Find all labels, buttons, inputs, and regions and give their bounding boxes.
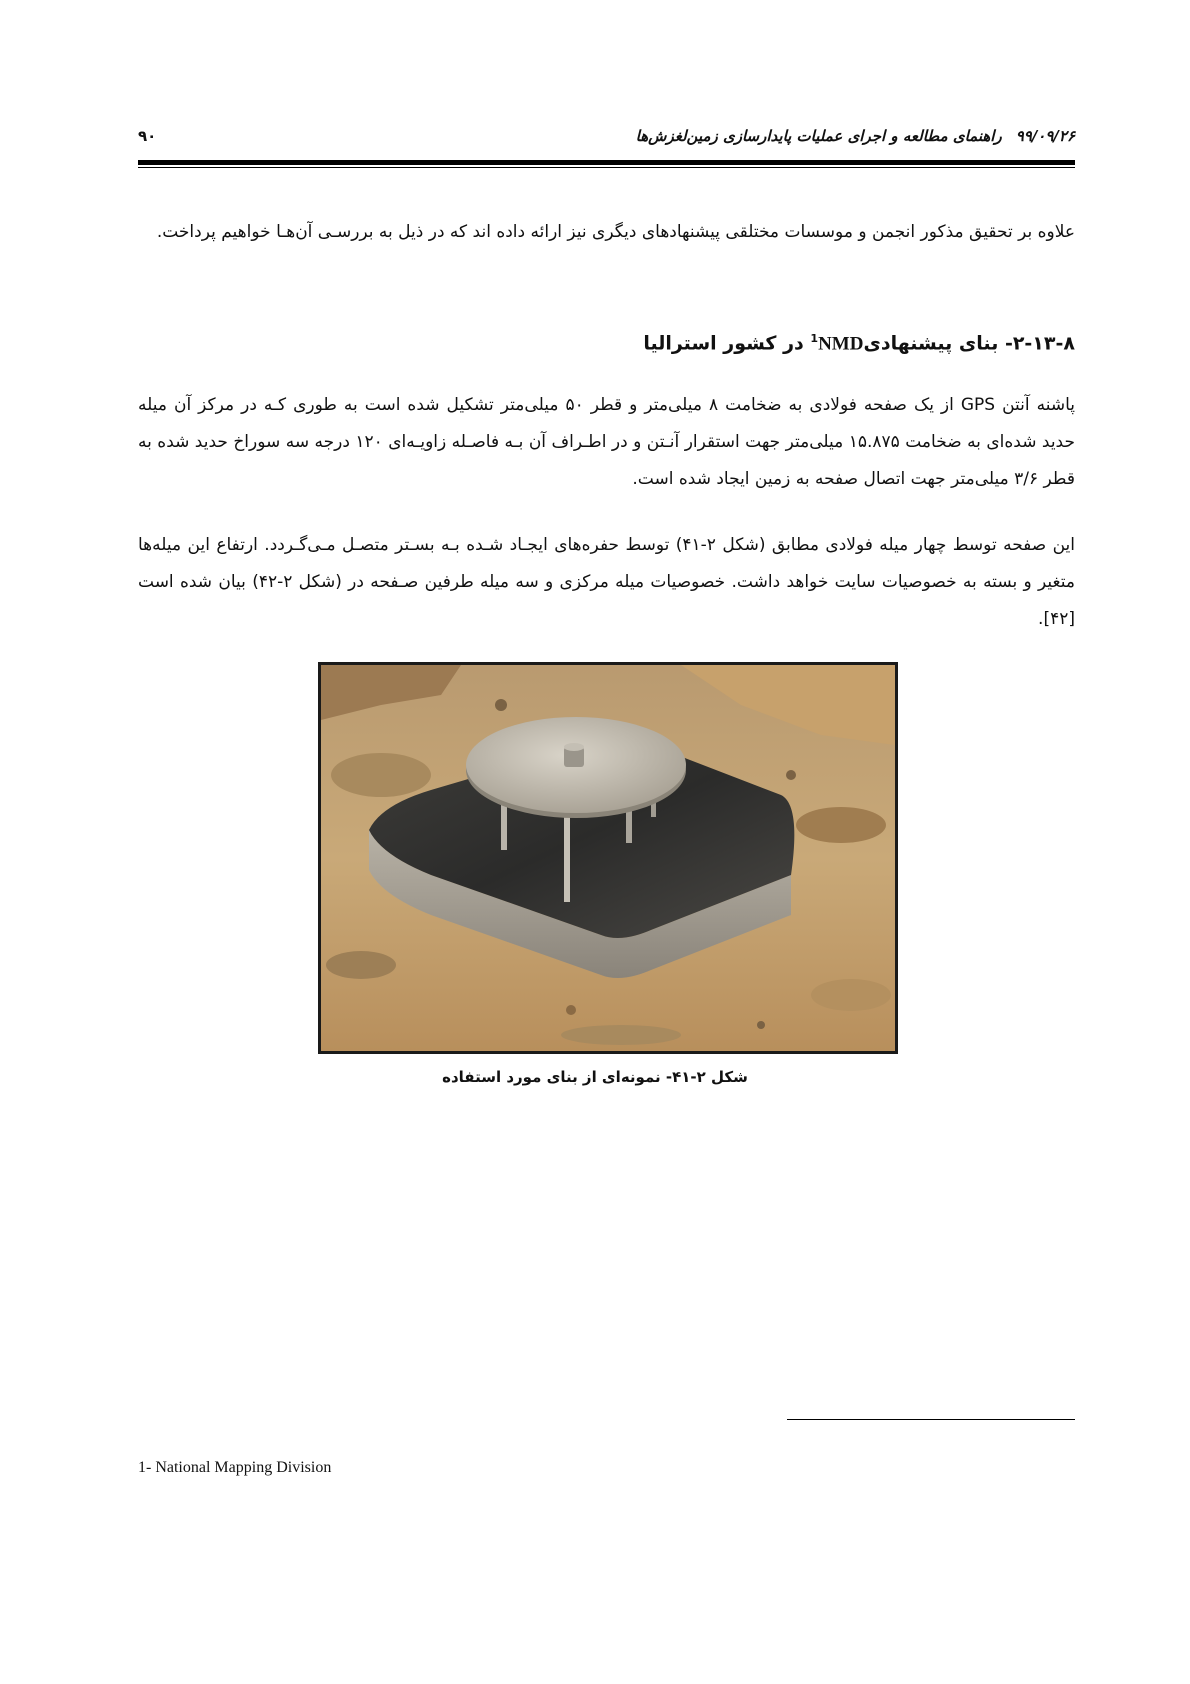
footnote: 1- National Mapping Division [138, 1459, 332, 1476]
footnote-mark: 1 [810, 332, 819, 345]
header-rule-thin [138, 167, 1075, 168]
header-date: ۹۹/۰۹/۲۶ [1015, 127, 1075, 145]
page-header [138, 127, 1075, 147]
header-title: راهنمای مطالعه و اجرای عملیات پایدارسازی زمین‌لغزش‌ها [635, 127, 1002, 145]
section-heading [643, 332, 1075, 355]
paragraph-steel-rods: این صفحه توسط چهار میله فولادی مطابق (شکل ۲-۴۱) توسط حفره‌های ایجـاد شـده بـه بسـتر متصـل مـی‌گـردد. ارتفاع این میله‌ها متغیر و بسته به خصوصیات سایت خواهد داشت. خصوصیات میله مرکزی و سه میله طرفین صـفحه در (شکل ۲-۴۲) بیان شده است [۴۲]. [138, 535, 1075, 629]
header-rule [138, 160, 1075, 165]
intro-paragraph: علاوه بر تحقیق مذکور انجمن و موسسات مختلقی پیشنهادهای دیگری نیز ارائه داده اند که در ذیل به بررسـی آن‌هـا خواهیم پرداخت. [156, 222, 1075, 242]
monument-photo [318, 662, 898, 1054]
paragraph-gps-antenna: پاشنه آنتن GPS از یک صفحه فولادی به ضخامت ۸ میلی‌متر و قطر ۵۰ میلی‌متر تشکیل شده است به طوری کـه در مرکز آن میله حدید شده‌ای به ضخامت ۱۵.۸۷۵ میلی‌متر جهت استقرار آنـتن و در اطـراف آن بـه فاصـله زاویـه‌ای ۱۲۰ درجه سه سوراخ حدید شده به قطر ۳/۶ میلی‌متر جهت اتصال صفحه به زمین ایجاد شده است. [138, 395, 1075, 489]
section-heading-acronym: NMD [818, 333, 864, 355]
footnote-divider [787, 1419, 1075, 1420]
figure-caption: شکل ۲-۴۱- نمونه‌ای از بنای مورد استفاده [442, 1068, 748, 1086]
page-number: ۹۰ [138, 127, 157, 145]
section-heading-suffix: در کشور استرالیا [643, 332, 811, 355]
running-title [636, 127, 1075, 145]
section-heading-prefix: ۲-۱۳-۸- بنای پیشنهادی [863, 332, 1075, 355]
